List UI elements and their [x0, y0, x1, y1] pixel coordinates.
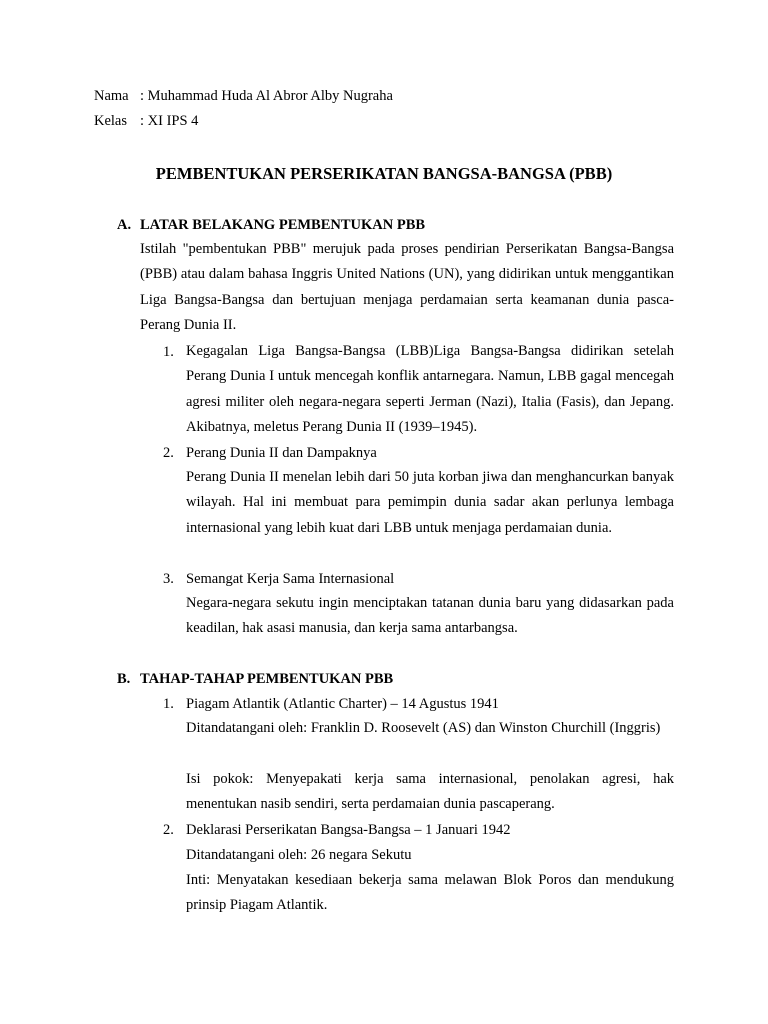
page-title: PEMBENTUKAN PERSERIKATAN BANGSA-BANGSA (PBB) [155, 164, 613, 183]
section-b-item-1-title: 1. Piagam Atlantik (Atlantic Charter) – 14 Agustus 1941 [163, 696, 499, 712]
section-b-letter: B. [117, 671, 131, 687]
section-a-title: LATAR BELAKANG PEMBENTUKAN PBB [140, 217, 426, 233]
section-a-item-3-text: Negara-negara sekutu ingin menciptakan tatanan dunia baru yang didasarkan pada keadilan, hak asasi manusia, dan kerja sama antarbangsa. [186, 595, 674, 637]
class-label: Kelas [94, 113, 128, 129]
name-value: : Muhammad Huda Al Abror Alby Nugraha [140, 88, 393, 104]
section-a-item-3-title: 3. Semangat Kerja Sama Internasional [163, 571, 395, 587]
section-b-title: TAHAP-TAHAP PEMBENTUKAN PBB [140, 671, 394, 687]
section-a-item-1-number: 1. [163, 344, 174, 360]
student-class-row [94, 111, 198, 131]
section-a-item-1-text: Kegagalan Liga Bangsa-Bangsa (LBB)Liga Bangsa-Bangsa didirikan setelah Perang Dunia I untuk mencegah konflik antarnegara. Namun, LBB gagal mencegah agresi militer oleh negara-negara seperti Jerman (Nazi), Italia (Fasis), dan Jepang. Akibatnya, meletus Perang Dunia II (1939–1945). [186, 343, 674, 435]
section-b-item-2-signed: Ditandatangani oleh: 26 negara Sekutu [186, 847, 412, 863]
section-a-heading [117, 215, 425, 235]
section-a-letter: A. [117, 217, 132, 233]
section-a-intro: Istilah "pembentukan PBB" merujuk pada proses pendirian Perserikatan Bangsa-Bangsa (PBB) atau dalam bahasa Inggris United Nations (UN), yang didirikan untuk menggantikan Liga Bangsa-Bangsa dan bertujuan menjaga perdamaian serta keamanan dunia pasca-Perang Dunia II. [140, 241, 674, 333]
class-value: : XI IPS 4 [140, 113, 199, 129]
section-b-item-1-signed: Ditandatangani oleh: Franklin D. Roosevelt (AS) dan Winston Churchill (Inggris) [186, 720, 661, 736]
section-a-item-2-title: 2. Perang Dunia II dan Dampaknya [163, 445, 377, 461]
student-name-row [94, 86, 393, 106]
section-b-item-2-content: Inti: Menyatakan kesediaan bekerja sama melawan Blok Poros dan mendukung prinsip Piagam Atlantik. [186, 872, 674, 914]
section-b-item-1-content: Isi pokok: Menyepakati kerja sama internasional, penolakan agresi, hak menentukan nasib sendiri, serta perdamaian dunia pascaperang. [186, 771, 674, 813]
section-b-heading [117, 669, 393, 689]
section-b-item-2-title: 2. Deklarasi Perserikatan Bangsa-Bangsa – 1 Januari 1942 [163, 822, 511, 838]
section-a-item-2-text: Perang Dunia II menelan lebih dari 50 juta korban jiwa dan menghancurkan banyak wilayah. Hal ini membuat para pemimpin dunia sadar akan perlunya lembaga internasional yang lebih kuat dari LBB untuk menjaga perdamaian dunia. [186, 469, 674, 536]
name-label: Nama [94, 88, 129, 104]
